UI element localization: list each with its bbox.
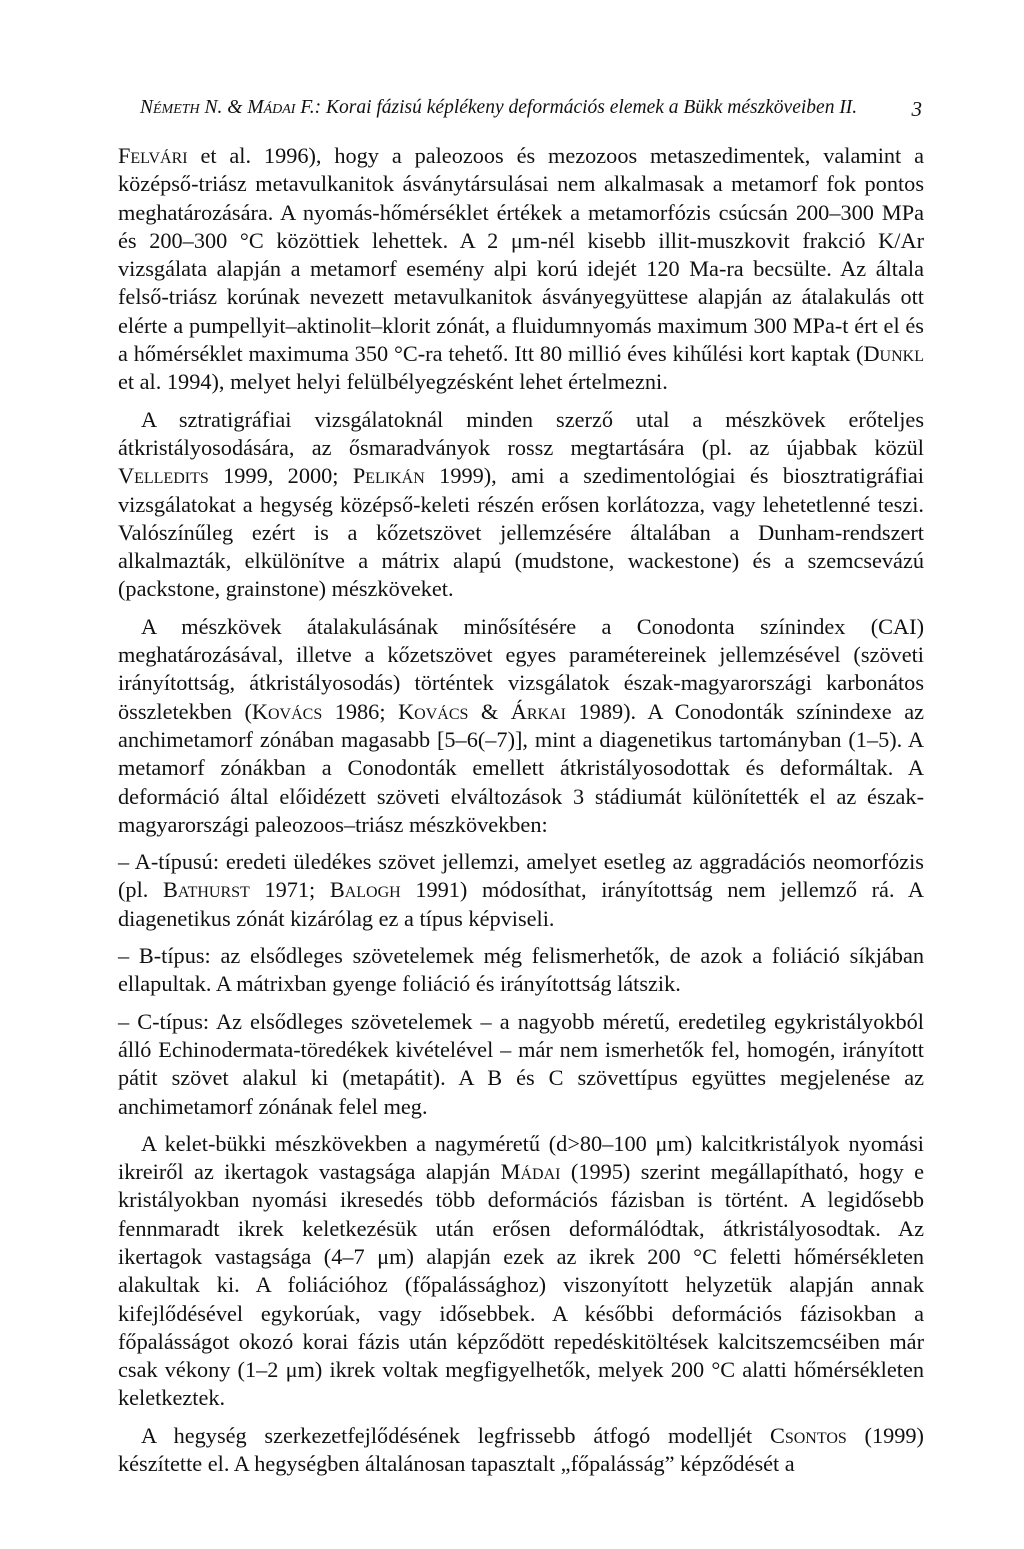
text-run: A sztratigráfiai vizsgálatoknál minden szerző utal a mészkövek erőteljes átkristályosodására, az ősmaradványok rossz megtartására (pl. az újabbak közül [118, 406, 924, 460]
text-run: A hegység szerkezetfejlődésének legfrissebb átfogó modelljét [141, 1422, 770, 1448]
text-run: et al. 1996), hogy a paleozoos és mezozoos metaszedimentek, valamint a középső-triász metavulkanitok ásványtársulásai nem alkalmasak a metamorf fok pontos meghatározására. A nyomás-hőmérséklet értékek a metamorfózis csúcsán 200–300 MPa és 200–300 °C közöttiek lehettek. A 2 μm-nél kisebb illit-muszkovit frakció K/Ar vizsgálata alapján a metamorf esemény alpi korú idejét 120 Ma-ra becsülte. Az általa felső-triász korúnak nevezett metavulkanitok ásványegyüttese alapján az átalakulás ott elérte a pumpellyit–aktinolit–klorit zónát, a fluidumnyomás maximum 300 MPa-t ért el és a hőmérséklet maximuma 350 °C-ra tehető. Itt 80 millió éves kihűlési kort kaptak ( [118, 143, 924, 367]
list-item-paragraph [118, 1008, 924, 1121]
author-citation: Dunkl [863, 341, 924, 367]
list-item-paragraph [118, 848, 924, 933]
text-run: – B-típus: az elsődleges szövetelemek még felismerhetők, de azok a foliáció síkjában ellapultak. A mátrixban gyenge foliáció és irányítottság látszik. [118, 943, 924, 997]
author-citation: Kovács [251, 698, 323, 724]
paragraph [118, 1422, 924, 1479]
author-citation: Bathurst [162, 877, 250, 903]
text-run: – C-típus: Az elsődleges szövetelemek – a nagyobb méretű, eredetileg egykristályokból álló Echinodermata-töredékek kivételével – már nem ismerhetők fel, homogén, irányított pátit szövet alakul ki (metapátit). A B és C szövettípus együttes megjelenése az anchimetamorf zónának felel meg. [118, 1008, 924, 1119]
text-run: 1989). A Conodonták színindexe az anchimetamorf zónában magasabb [5–6(–7)], mint a diagenetikus tartományban (1–5). A metamorf zónákban a Conodonták emellett átkristályosodottak és deformáltak. A deformáció által előidézett szöveti elváltozások 3 stádiumát különítették el az észak-magyarországi paleozoos–triász mészkövekben: [118, 698, 924, 837]
author-citation: Csontos [769, 1422, 847, 1448]
header-authors: Németh N. & Mádai F. [140, 97, 315, 118]
text-run: 1991) módosíthat, irányítottság nem jellemző rá. A diagenetikus zónát kizárólag ez a típus képviseli. [118, 877, 925, 931]
text-run: et al. 1994), melyet helyi felülbélyegzésként lehet értelmezni. [118, 369, 668, 395]
paragraph [118, 613, 924, 839]
text-run: 1971; [249, 877, 330, 903]
body-text [118, 142, 924, 1487]
page-number: 3 [911, 97, 922, 121]
paragraph [118, 1130, 924, 1413]
list-item-paragraph [118, 942, 924, 999]
text-run: 1999, 2000; [208, 463, 353, 489]
author-citation: Balogh [329, 877, 401, 903]
text-run: – A-típusú: eredeti üledékes szövet jellemzi, amelyet esetleg az aggradációs neomorfózis (pl. [118, 849, 924, 903]
author-citation: Felvári [118, 143, 188, 168]
header-title: : Korai fázisú képlékeny deformációs elemek a Bükk mészköveiben II. [314, 97, 858, 118]
text-run: 1986; [322, 698, 399, 724]
author-citation: Pelikán [352, 463, 425, 489]
text-run: A mészkövek átalakulásának minősítésére a Conodonta színindex (CAI) meghatározásával, illetve a kőzetszövet egyes paramétereinek jellemzésével (szöveti irányítottság, átkristályosodás) történtek vizsgálatok észak-magyarországi karbonátos összletekben ( [118, 613, 924, 724]
author-citation: Mádai [500, 1159, 561, 1185]
paragraph [118, 406, 924, 604]
text-run: A kelet-bükki mészkövekben a nagyméretű (d>80–100 μm) kalcitkristályok nyomási ikreiről az ikertagok vastagsága alapján [118, 1130, 924, 1185]
paragraph [118, 142, 924, 397]
author-citation: Kovács & Árkai [398, 698, 566, 724]
author-citation: Velledits [118, 463, 209, 489]
running-header [140, 97, 930, 127]
text-run: (1995) szerint megállapítható, hogy e kristályokban nyomási ikresedés több deformációs fázisban is történt. A legidősebb fennmaradt ikrek keletkezésük után erősen deformálódtak, átkristályosodtak. Az ikertagok vastagsága (4–7 μm) alapján ezek az ikrek 200 °C feletti hőmérsékleten alakultak ki. A foliációhoz (főpalássághoz) viszonyított helyzetük alapján annak kifejlődésével egykorúak, vagy idősebbek. A későbbi deformációs fázisokban a főpalásságot okozó korai fázis után képződött repedéskitöltések kalcitszemcséiben már csak vékony (1–2 μm) ikrek voltak megfigyelhetők, melyek 200 °C alatti hőmérsékleten keletkeztek. [118, 1159, 924, 1411]
text-run: (1999) készítette el. A hegységben általánosan tapasztalt „főpalásság” képződését a [118, 1422, 924, 1477]
text-run: 1999), ami a szedimentológiai és biosztratigráfiai vizsgálatokat a hegység középső-keleti részén erősen korlátozza, vagy lehetetlenné teszi. Valószínűleg ezért is a kőzetszövet jellemzésére általában a Dunham-rendszert alkalmazták, elkülönítve a mátrix alapú (mudstone, wackestone) és a szemcsevázú (packstone, grainstone) mészköveket. [118, 463, 924, 602]
